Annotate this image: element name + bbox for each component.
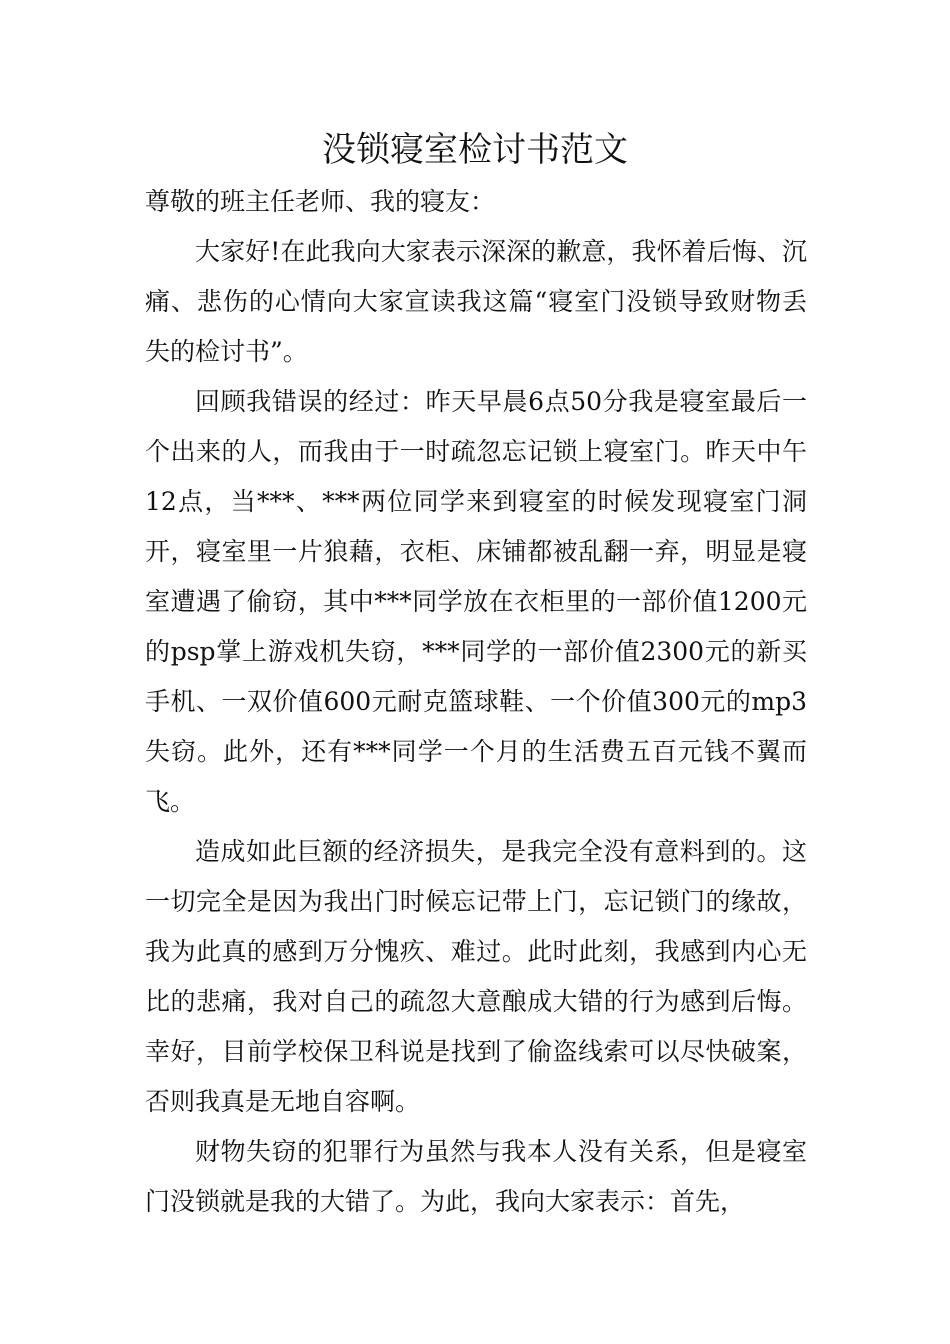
paragraph-commitment: 财物失窃的犯罪行为虽然与我本人没有关系，但是寝室门没锁就是我的大错了。为此，我向大家表示：首先， — [145, 1137, 807, 1216]
paragraph-incident: 回顾我错误的经过：昨天早晨6点50分我是寝室最后一个出来的人，而我由于一时疏忽忘记锁上寝室门。昨天中午12点，当***、***两位同学来到寝室的时候发现寝室门洞开，寝室里一片狼藉，衣柜、床铺都被乱翻一弃，明显是寝室遭遇了偷窃，其中***同学放在衣柜里的一部价值1200元的psp掌上游戏机失窃，***同学的一部价值2300元的新买手机、一双价值600元耐克篮球鞋、一个价值300元的mp3失窃。此外，还有***同学一个月的生活费五百元钱不翼而飞。 — [145, 387, 807, 816]
paragraph-regret: 造成如此巨额的经济损失，是我完全没有意料到的。这一切完全是因为我出门时候忘记带上门，忘记锁门的缘故，我为此真的感到万分愧疚、难过。此时此刻，我感到内心无比的悲痛，我对自己的疏忽大意酿成大错的行为感到后悔。幸好，目前学校保卫科说是找到了偷盗线索可以尽快破案，否则我真是无地自容啊。 — [145, 837, 807, 1116]
salutation: 尊敬的班主任老师、我的寝友： — [145, 187, 496, 216]
document-body — [145, 177, 807, 1227]
document-title: 没锁寝室检讨书范文 — [322, 130, 628, 170]
paragraph-apology: 大家好!在此我向大家表示深深的歉意，我怀着后悔、沉痛、悲伤的心情向大家宣读我这篇“寝室门没锁导致财物丢失的检讨书”。 — [145, 237, 807, 366]
